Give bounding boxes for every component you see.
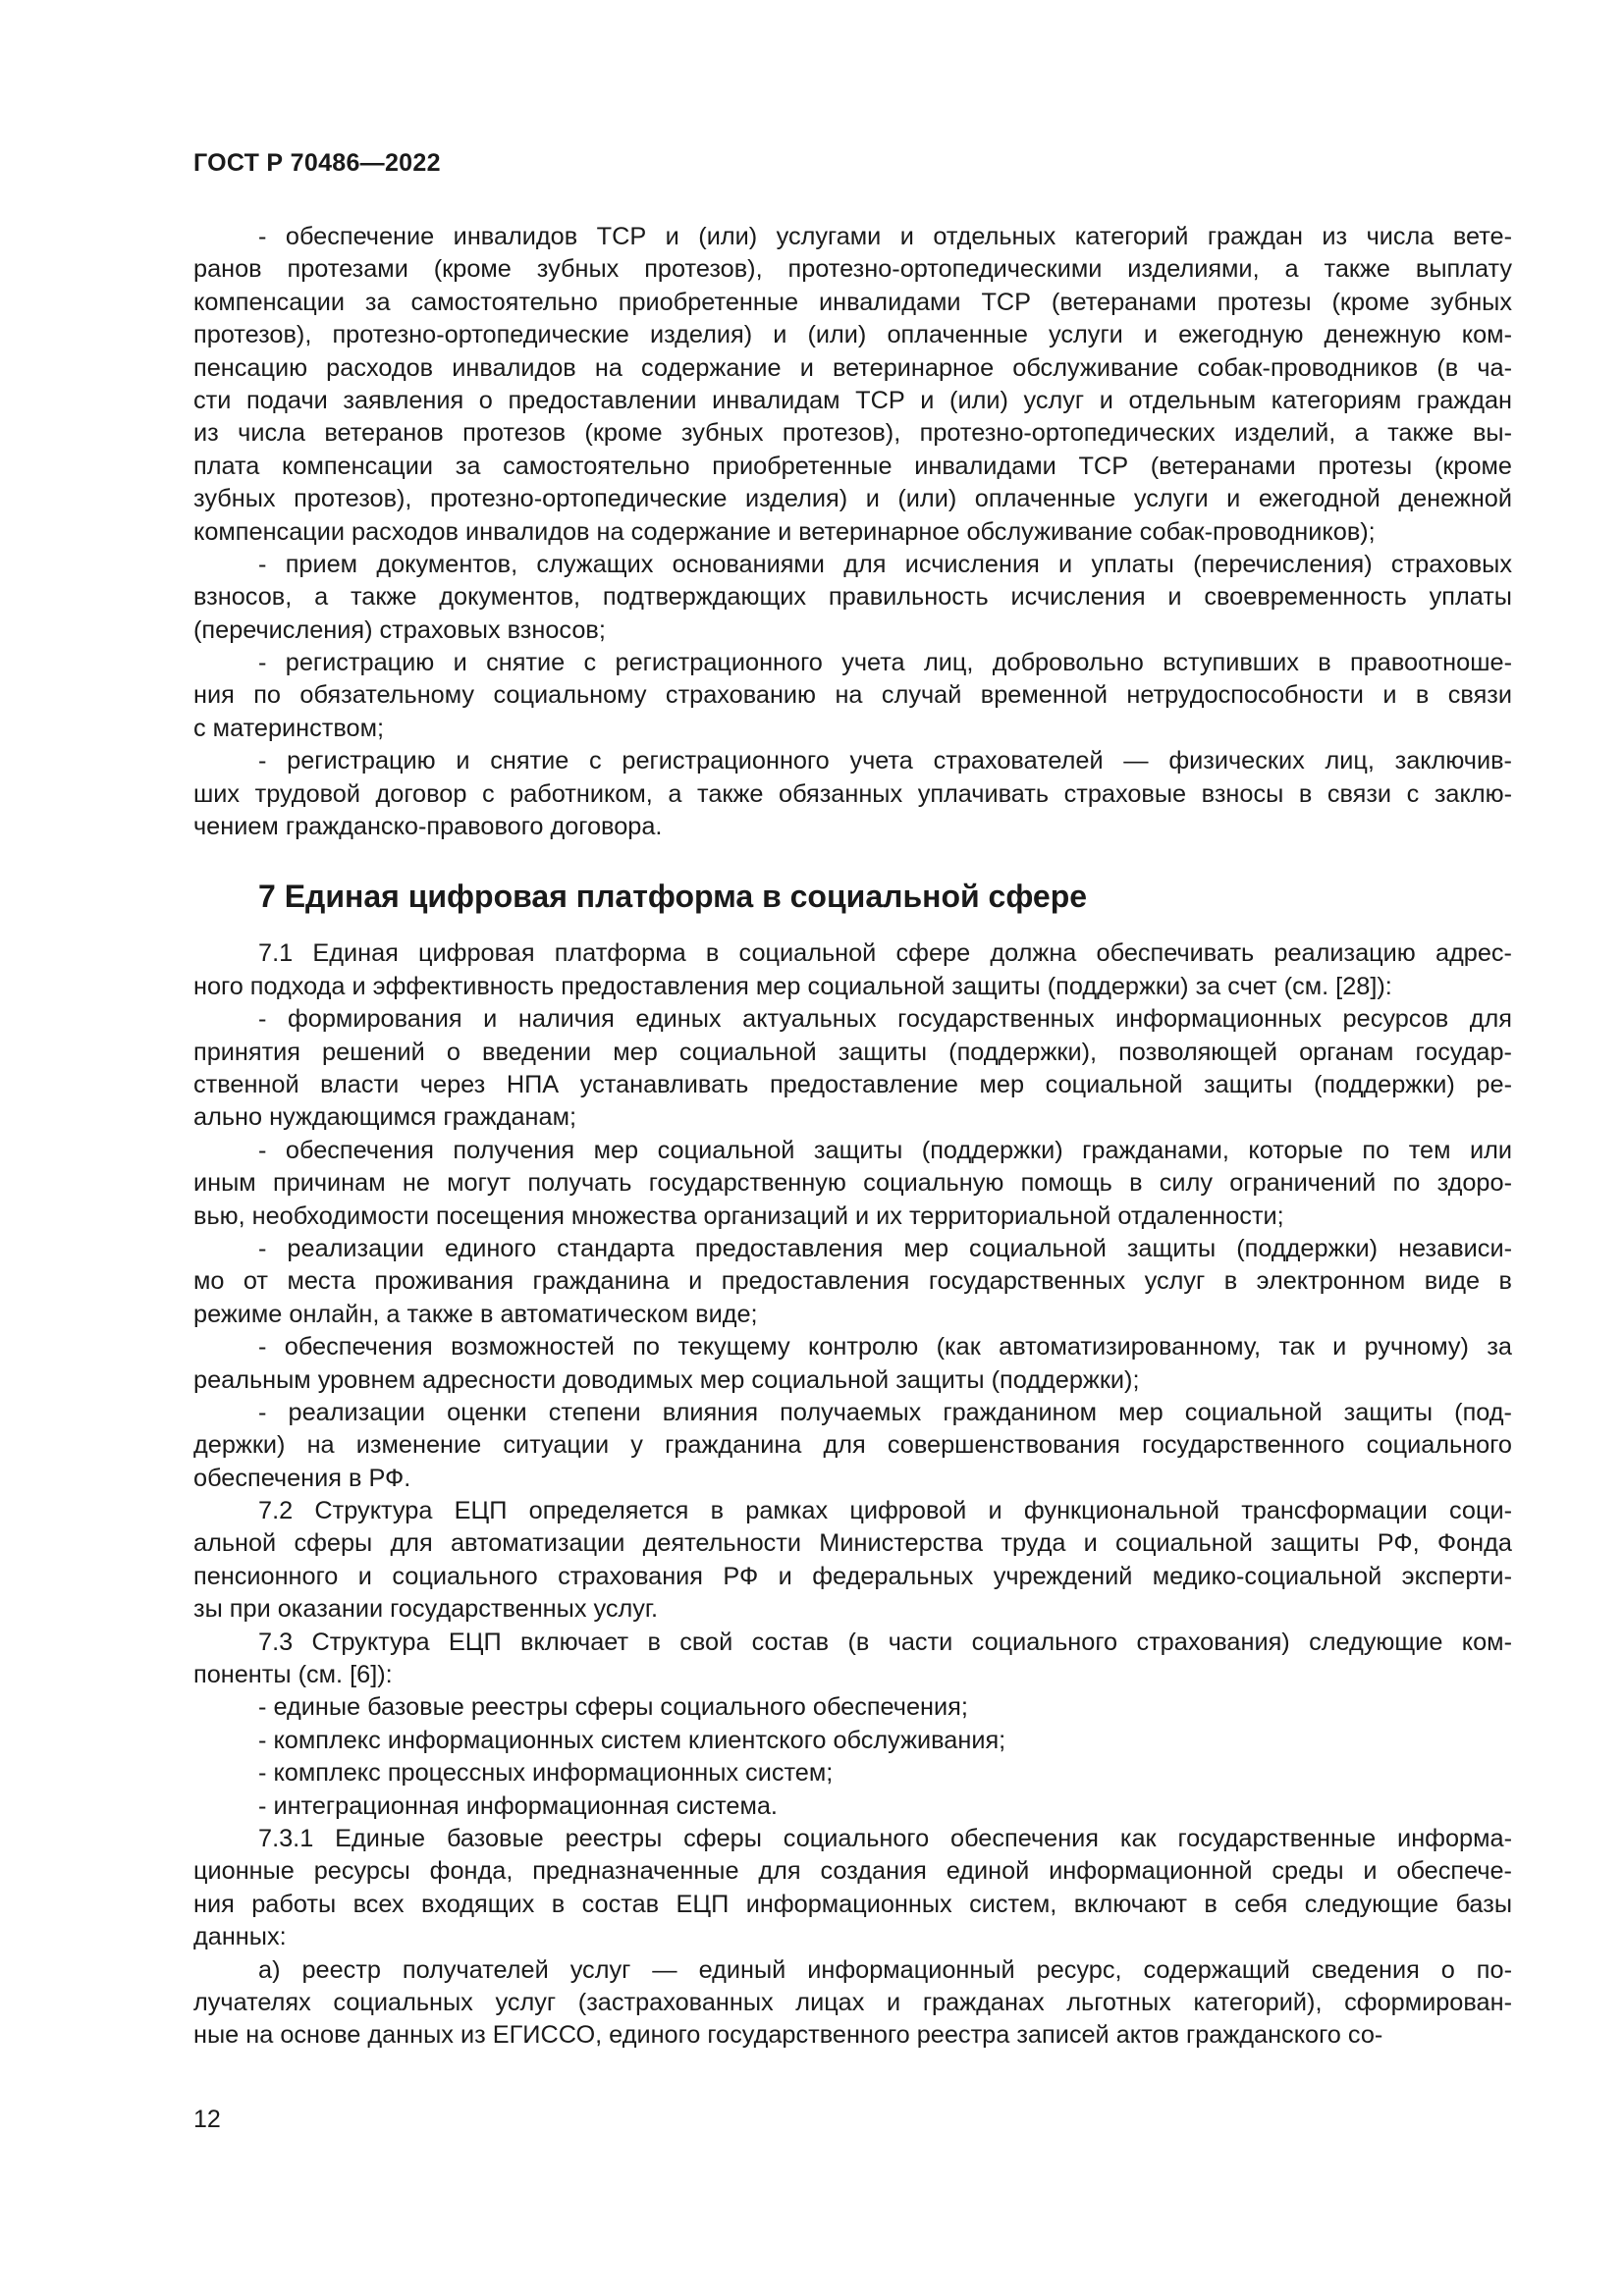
- text-line: реальным уровнем адресности доводимых мер социальной защиты (поддержки);: [193, 1365, 1140, 1394]
- text-line: - формирования и наличия единых актуальных государственных информационных ресурсов для: [258, 1005, 1512, 1034]
- document-body: [193, 221, 1512, 2053]
- paragraph: [193, 1790, 1512, 1823]
- paragraph: [193, 1823, 1512, 1954]
- text-line: - обеспечения получения мер социальной защиты (поддержки) гражданами, которые по тем или: [258, 1136, 1512, 1164]
- text-line: поненты (см. [6]):: [193, 1661, 393, 1689]
- text-line: - прием документов, служащих основаниями для исчисления и уплаты (перечисления) страховых: [258, 550, 1512, 578]
- paragraph: [193, 1331, 1512, 1397]
- page-number: 12: [193, 2106, 221, 2133]
- paragraph: [193, 221, 1512, 549]
- paragraph: [193, 647, 1512, 745]
- paragraph: [193, 1233, 1512, 1331]
- standard-header: ГОСТ Р 70486—2022: [193, 149, 441, 177]
- text-line: - регистрацию и снятие с регистрационного учета лиц, добровольно вступивших в правоотноше-: [258, 649, 1512, 677]
- text-line: ного подхода и эффективность предоставления мер социальной защиты (поддержки) за счет (см. [28]):: [193, 972, 1392, 1000]
- text-line: - единые базовые реестры сферы социального обеспечения;: [258, 1693, 968, 1722]
- text-line: чением гражданско-правового договора.: [193, 813, 663, 841]
- text-line: пенсионного и социального страхования РФ и федеральных учреждений медико-социальной эксперти-: [193, 1562, 1512, 1590]
- text-line: альной сферы для автоматизации деятельности Министерства труда и социальной защиты РФ, Фонда: [193, 1529, 1512, 1558]
- text-line: взносов, а также документов, подтверждающих правильность исчисления и своевременность уплаты: [193, 583, 1512, 612]
- text-line: - обеспечения возможностей по текущему контролю (как автоматизированному, так и ручному) за: [258, 1333, 1512, 1362]
- paragraph: [193, 1003, 1512, 1135]
- paragraph: [193, 1627, 1512, 1692]
- text-line: обеспечения в РФ.: [193, 1464, 411, 1492]
- text-line: - регистрацию и снятие с регистрационного учета страхователей — физических лиц, заключив-: [258, 747, 1512, 775]
- text-line: держки) на изменение ситуации у гражданина для совершенствования государственного социального: [193, 1431, 1512, 1460]
- text-line: - комплекс процессных информационных систем;: [258, 1759, 834, 1788]
- text-line: ные на основе данных из ЕГИССО, единого государственного реестра записей актов гражданского со-: [193, 2021, 1383, 2050]
- text-line: 7.3.1 Единые базовые реестры сферы социального обеспечения как государственные информа-: [258, 1824, 1512, 1852]
- text-line: (перечисления) страховых взносов;: [193, 615, 606, 644]
- paragraph: [193, 1495, 1512, 1627]
- text-line: - комплекс информационных систем клиентского обслуживания;: [258, 1726, 1006, 1754]
- paragraph: [193, 937, 1512, 1003]
- text-line: компенсации за самостоятельно приобретенные инвалидами ТСР (ветеранами протезы (кроме зубных: [193, 288, 1512, 316]
- text-line: иным причинам не могут получать государственную социальную помощь в силу ограничений по здоро-: [193, 1169, 1512, 1198]
- text-line: зубных протезов), протезно-ортопедические изделия) и (или) оплаченные услуги и ежегодной денежной: [193, 485, 1512, 513]
- text-line: сти подачи заявления о предоставлении инвалидам ТСР и (или) услуг и отдельным категориям граждан: [193, 386, 1512, 414]
- text-line: - реализации единого стандарта предоставления мер социальной защиты (поддержки) независи-: [258, 1234, 1512, 1262]
- text-line: режиме онлайн, а также в автоматическом виде;: [193, 1300, 758, 1328]
- text-line: плата компенсации за самостоятельно приобретенные инвалидами ТСР (ветеранами протезы (кроме: [193, 452, 1512, 480]
- text-line: мо от места проживания гражданина и предоставления государственных услуг в электронном виде в: [193, 1267, 1512, 1296]
- text-line: вью, необходимости посещения множества организаций и их территориальной отдаленности;: [193, 1201, 1284, 1230]
- text-line: принятия решений о введении мер социальной защиты (поддержки), позволяющей органам государ-: [193, 1038, 1512, 1066]
- text-line: 7.2 Структура ЕЦП определяется в рамках цифровой и функциональной трансформации соци-: [258, 1497, 1512, 1525]
- text-line: лучателях социальных услуг (застрахованных лицах и гражданах льготных категорий), сформирован-: [193, 1988, 1512, 2016]
- text-line: 7.3 Структура ЕЦП включает в свой состав (в части социального страхования) следующие ком-: [258, 1628, 1512, 1656]
- paragraph: [193, 549, 1512, 647]
- text-line: ния по обязательному социальному страхованию на случай временной нетрудоспособности и в связи: [193, 681, 1512, 710]
- text-line: ственной власти через НПА устанавливать предоставление мер социальной защиты (поддержки) ре-: [193, 1070, 1512, 1098]
- text-line: - обеспечение инвалидов ТСР и (или) услугами и отдельных категорий граждан из числа вете-: [258, 223, 1512, 250]
- text-line: с материнством;: [193, 714, 385, 742]
- top-paragraphs: [193, 221, 1512, 843]
- text-line: ционные ресурсы фонда, предназначенные для создания единой информационной среды и обеспече-: [193, 1857, 1512, 1886]
- text-line: - интеграционная информационная система.: [258, 1791, 778, 1820]
- text-line: ния работы всех входящих в состав ЕЦП информационных систем, включают в себя следующие базы: [193, 1890, 1512, 1918]
- text-line: протезов), протезно-ортопедические изделия) и (или) оплаченные услуги и ежегодную денежную ком-: [193, 321, 1512, 349]
- text-line: 7.1 Единая цифровая платформа в социальной сфере должна обеспечивать реализацию адрес-: [258, 939, 1512, 968]
- paragraph: [193, 1954, 1512, 2053]
- text-line: пенсацию расходов инвалидов на содержание и ветеринарное обслуживание собак-проводников (в ча-: [193, 353, 1512, 382]
- text-line: ально нуждающимся гражданам;: [193, 1103, 576, 1132]
- text-line: а) реестр получателей услуг — единый информационный ресурс, содержащий сведения о по-: [258, 1955, 1512, 1984]
- paragraph: [193, 1397, 1512, 1495]
- text-line: из числа ветеранов протезов (кроме зубных протезов), протезно-ортопедических изделий, а также вы-: [193, 419, 1512, 448]
- paragraph: [193, 1725, 1512, 1757]
- text-line: - реализации оценки степени влияния получаемых гражданином мер социальной защиты (под-: [258, 1398, 1512, 1426]
- section-heading: 7 Единая цифровая платформа в социальной сфере: [258, 879, 1088, 915]
- paragraph: [193, 745, 1512, 843]
- paragraph: [193, 1135, 1512, 1233]
- paragraph: [193, 1691, 1512, 1724]
- text-line: ших трудовой договор с работником, а также обязанных уплачивать страховые взносы в связи с заклю-: [193, 779, 1512, 808]
- paragraph: [193, 1757, 1512, 1789]
- text-line: компенсации расходов инвалидов на содержание и ветеринарное обслуживание собак-проводников);: [193, 517, 1376, 546]
- section-paragraphs: [193, 937, 1512, 2052]
- text-line: зы при оказании государственных услуг.: [193, 1595, 659, 1624]
- text-line: ранов протезами (кроме зубных протезов), протезно-ортопедическими изделиями, а также выплату: [193, 255, 1512, 284]
- text-line: данных:: [193, 1923, 287, 1951]
